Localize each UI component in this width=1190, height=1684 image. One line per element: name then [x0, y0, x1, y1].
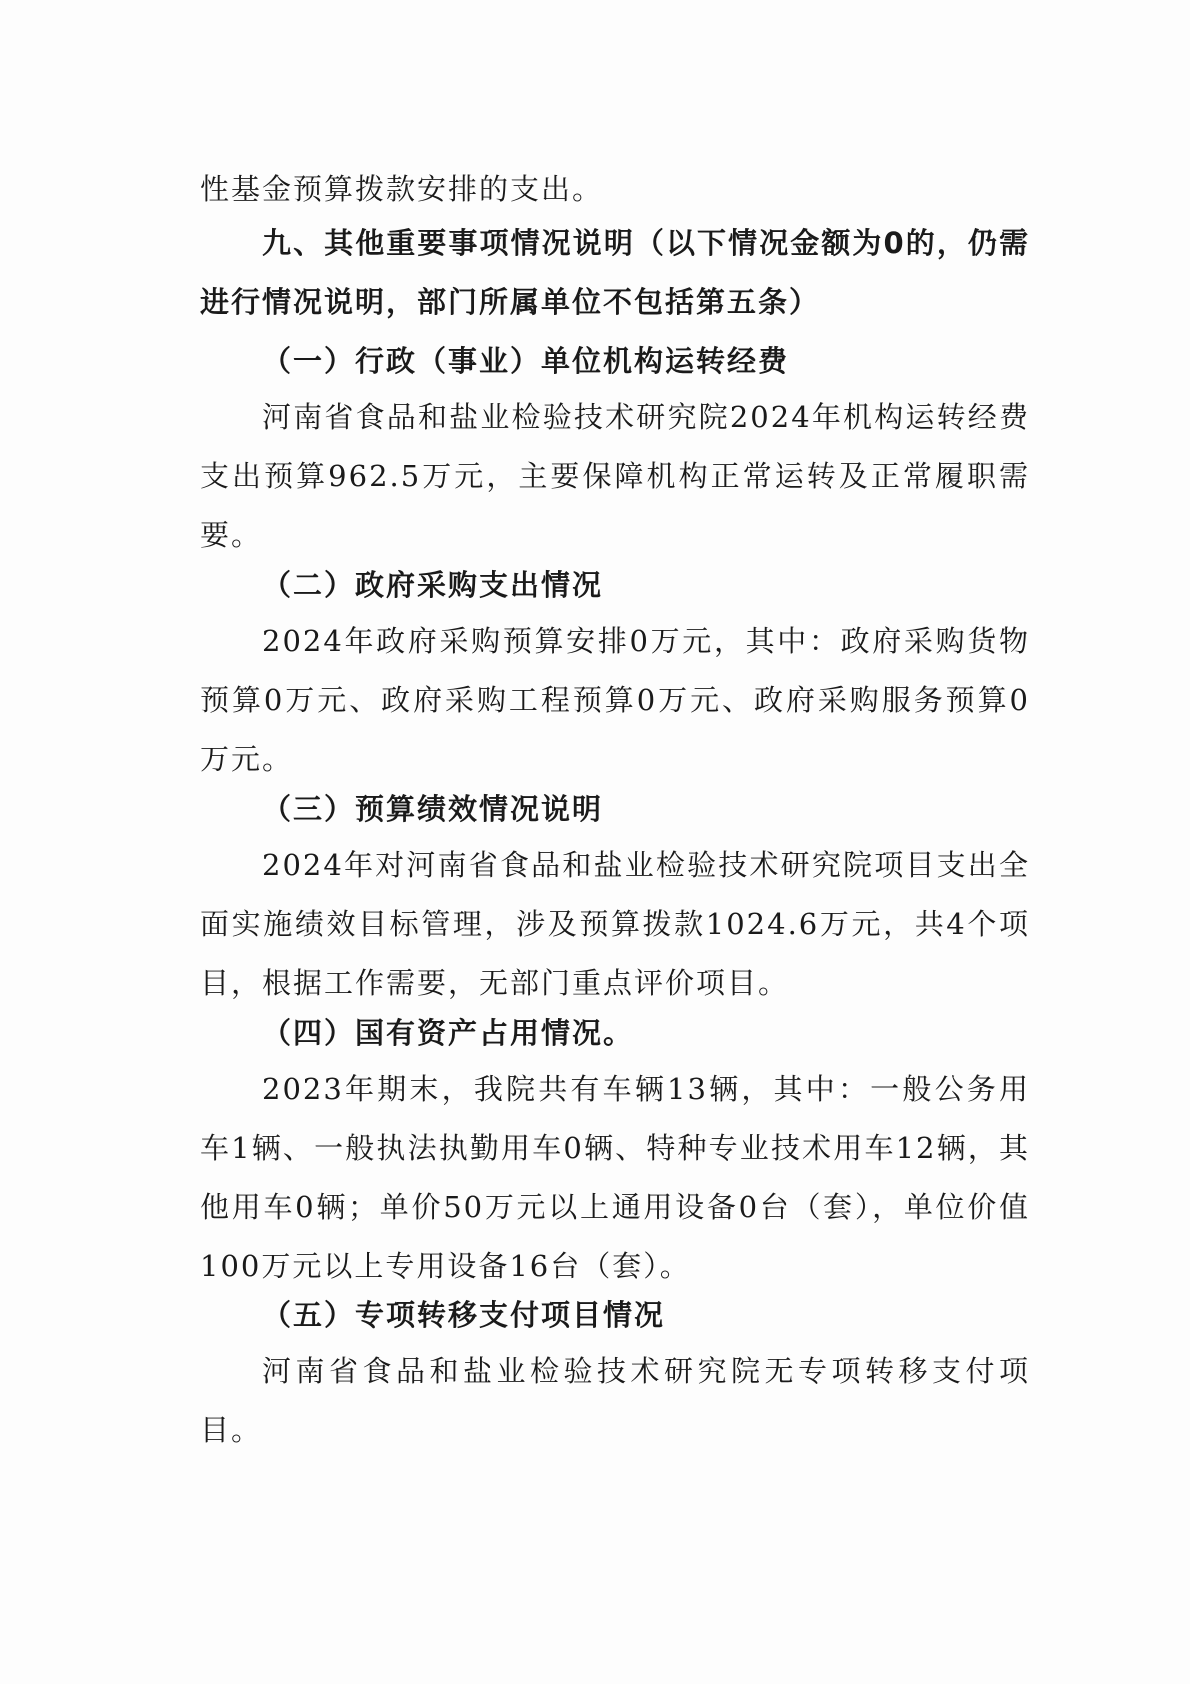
subheading-state-assets: （四）国有资产占用情况。 — [262, 1016, 635, 1050]
subheading-operating-funds: （一）行政（事业）单位机构运转经费 — [262, 344, 790, 378]
subheading-transfer-payment: （五）专项转移支付项目情况 — [262, 1298, 666, 1332]
section-heading-other-matters: 九、其他重要事项情况说明（以下情况金额为0的，仍需进行情况说明，部门所属单位不包括第五条） — [200, 226, 1030, 319]
paragraph-state-assets: 2023年期末，我院共有车辆13辆，其中：一般公务用车1辆、一般执法执勤用车0辆、特种专业技术用车12辆，其他用车0辆；单价50万元以上通用设备0台（套），单位价值100万元以上专用设备16台（套）。 — [200, 1072, 1030, 1283]
paragraph-performance: 2024年对河南省食品和盐业检验技术研究院项目支出全面实施绩效目标管理，涉及预算拨款1024.6万元，共4个项目，根据工作需要，无部门重点评价项目。 — [200, 848, 1030, 1000]
paragraph-fund-continuation: 性基金预算拨款安排的支出。 — [200, 172, 604, 206]
paragraph-procurement: 2024年政府采购预算安排0万元，其中：政府采购货物预算0万元、政府采购工程预算0万元、政府采购服务预算0万元。 — [200, 624, 1030, 776]
paragraph-operating-funds: 河南省食品和盐业检验技术研究院2024年机构运转经费支出预算962.5万元，主要保障机构正常运转及正常履职需要。 — [200, 400, 1030, 552]
subheading-procurement: （二）政府采购支出情况 — [262, 568, 604, 602]
paragraph-transfer-payment: 河南省食品和盐业检验技术研究院无专项转移支付项目。 — [200, 1354, 1030, 1447]
subheading-performance: （三）预算绩效情况说明 — [262, 792, 604, 826]
